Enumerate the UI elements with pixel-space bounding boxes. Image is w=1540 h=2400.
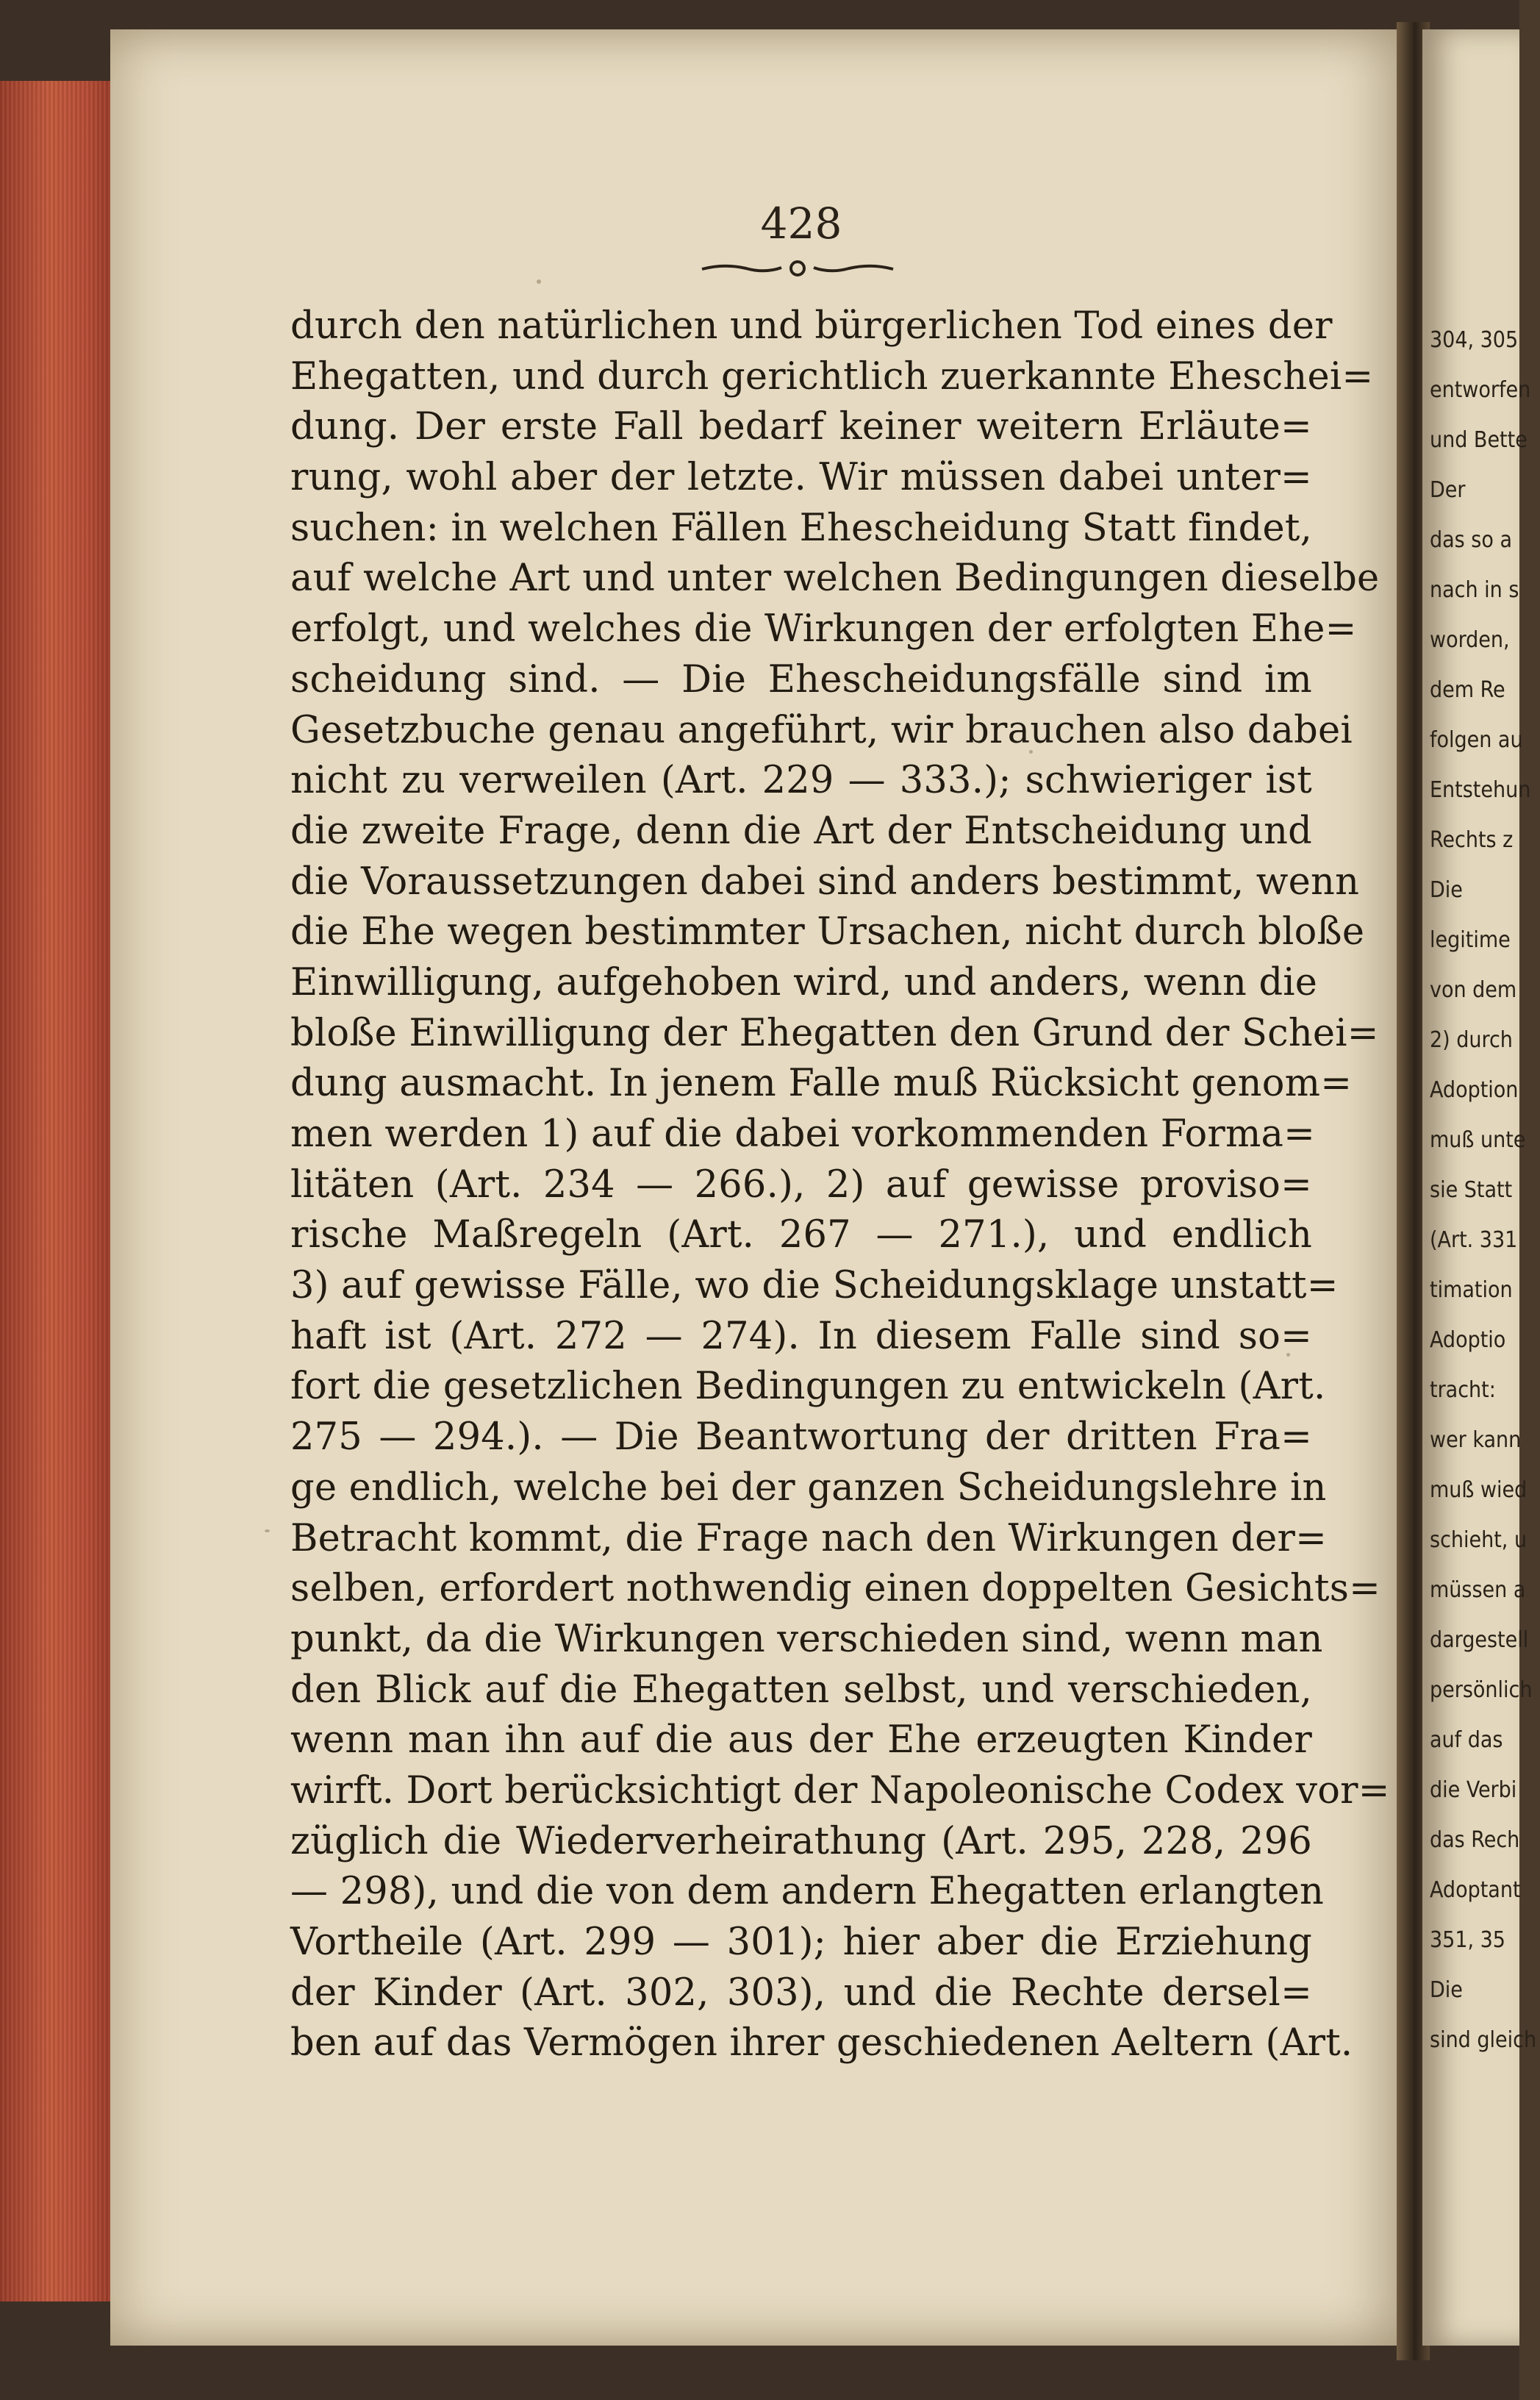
facing-page	[1422, 29, 1537, 2346]
text-line: Ehegatten, und durch gerichtlich zuerkannte Eheschei=	[290, 354, 1374, 399]
facing-page-line: Rechts z	[1430, 827, 1514, 853]
facing-page-line: 304, 305	[1430, 327, 1519, 353]
paper-speck	[537, 279, 541, 284]
facing-page-line: sie Statt	[1430, 1177, 1513, 1203]
facing-page-line: wer kann	[1430, 1427, 1522, 1453]
facing-page-line: schieht, u	[1430, 1527, 1528, 1553]
facing-page-line: 2) durch	[1430, 1027, 1513, 1053]
text-line: rung, wohl aber der letzte. Wir müssen dabei unter=	[290, 456, 1312, 500]
facing-page-line: das Rech	[1430, 1827, 1520, 1853]
facing-page-line: muß wied	[1430, 1477, 1528, 1503]
facing-page-line: Die	[1430, 877, 1463, 903]
text-line: durch den natürlichen und bürgerlichen Tod eines der	[290, 304, 1333, 348]
facing-page-line: tracht:	[1430, 1377, 1496, 1403]
facing-page-line: 351, 35	[1430, 1927, 1505, 1953]
text-line: züglich die Wiederverheirathung (Art. 295, 228, 296	[290, 1819, 1312, 1863]
page-number: 428	[760, 199, 842, 249]
facing-page-line: persönlich	[1430, 1677, 1533, 1703]
text-line: der Kinder (Art. 302, 303), und die Rechte dersel=	[290, 1971, 1312, 2015]
text-line: den Blick auf die Ehegatten selbst, und verschieden,	[290, 1668, 1312, 1712]
text-line: dung. Der erste Fall bedarf keiner weitern Erläute=	[290, 405, 1312, 449]
text-line: suchen: in welchen Fällen Ehescheidung Statt findet,	[290, 506, 1312, 550]
text-line: bloße Einwilligung der Ehegatten den Grund der Schei=	[290, 1011, 1379, 1055]
text-line: 3) auf gewisse Fälle, wo die Scheidungsklage unstatt=	[290, 1264, 1339, 1308]
facing-page-line: müssen a	[1430, 1577, 1526, 1603]
facing-page-line: nach in s	[1430, 577, 1519, 603]
text-line: ben auf das Vermögen ihrer geschiedenen Aeltern (Art.	[290, 2021, 1353, 2065]
text-line: erfolgt, und welches die Wirkungen der erfolgten Ehe=	[290, 607, 1357, 651]
facing-page-line: timation	[1430, 1277, 1513, 1303]
facing-page-line: Adoption	[1430, 1077, 1519, 1103]
text-line: auf welche Art und unter welchen Bedingungen dieselbe	[290, 557, 1380, 601]
text-line: wenn man ihn auf die aus der Ehe erzeugten Kinder	[290, 1718, 1312, 1763]
text-line: — 298), und die von dem andern Ehegatten erlangten	[290, 1870, 1325, 1914]
facing-page-line: die Verbi	[1430, 1777, 1517, 1803]
facing-page-line: Der	[1430, 477, 1466, 503]
text-line: litäten (Art. 234 — 266.), 2) auf gewisse proviso=	[290, 1162, 1312, 1207]
facing-page-line: und Bette	[1430, 427, 1528, 453]
text-line: punkt, da die Wirkungen verschieden sind, wenn man	[290, 1617, 1323, 1661]
text-line: dung ausmacht. In jenem Falle muß Rücksicht genom=	[290, 1062, 1353, 1106]
book-page-edges	[0, 81, 125, 2301]
text-line: die Ehe wegen bestimmter Ursachen, nicht durch bloße	[290, 910, 1365, 954]
facing-page-line: entworfen	[1430, 377, 1531, 403]
decorative-rule-icon	[695, 257, 900, 279]
facing-page-line: dargestell	[1430, 1627, 1529, 1653]
facing-page-line: auf das	[1430, 1727, 1503, 1753]
text-line: Einwilligung, aufgehoben wird, und anders, wenn die	[290, 960, 1318, 1004]
facing-page-line: sind gleich	[1430, 2027, 1537, 2053]
text-line: rische Maßregeln (Art. 267 — 271.), und endlich	[290, 1213, 1312, 1257]
facing-page-line: (Art. 331	[1430, 1227, 1518, 1253]
facing-page-line: worden,	[1430, 627, 1510, 653]
facing-page-line: legitime	[1430, 927, 1511, 953]
text-line: ge endlich, welche bei der ganzen Scheidungslehre in	[290, 1465, 1327, 1510]
text-line: fort die gesetzlichen Bedingungen zu entwickeln (Art.	[290, 1365, 1326, 1409]
facing-page-line: muß unte	[1430, 1127, 1526, 1153]
text-line: Gesetzbuche genau angeführt, wir brauchen also dabei	[290, 708, 1353, 752]
text-line: die Voraussetzungen dabei sind anders bestimmt, wenn	[290, 860, 1360, 904]
text-line: haft ist (Art. 272 — 274). In diesem Falle sind so=	[290, 1314, 1312, 1358]
facing-page-line: Die	[1430, 1977, 1463, 2003]
facing-page-line: von dem	[1430, 977, 1517, 1003]
facing-page-line: das so a	[1430, 527, 1512, 553]
text-line: wirft. Dort berücksichtigt der Napoleonische Codex vor=	[290, 1768, 1390, 1813]
text-line: men werden 1) auf die dabei vorkommenden Forma=	[290, 1112, 1316, 1156]
facing-page-line: folgen au	[1430, 727, 1523, 753]
body-text	[290, 301, 1390, 2069]
facing-page-line: Adoptant	[1430, 1877, 1521, 1903]
text-line: nicht zu verweilen (Art. 229 — 333.); schwieriger ist	[290, 759, 1312, 803]
facing-page-line: dem Re	[1430, 677, 1505, 703]
text-line: scheidung sind. — Die Ehescheidungsfälle sind im	[290, 657, 1312, 701]
text-line: Vortheile (Art. 299 — 301); hier aber die Erziehung	[290, 1921, 1312, 1964]
facing-page-line: Entstehun	[1430, 777, 1531, 803]
text-line: selben, erfordert nothwendig einen doppelten Gesichts=	[290, 1567, 1381, 1611]
text-line: die zweite Frage, denn die Art der Entscheidung und	[290, 809, 1312, 853]
text-line: Betracht kommt, die Frage nach den Wirkungen der=	[290, 1516, 1328, 1560]
facing-page-line: Adoptio	[1430, 1327, 1506, 1353]
paper-speck	[265, 1529, 270, 1532]
text-line: 275 — 294.). — Die Beantwortung der dritten Fra=	[290, 1415, 1312, 1460]
